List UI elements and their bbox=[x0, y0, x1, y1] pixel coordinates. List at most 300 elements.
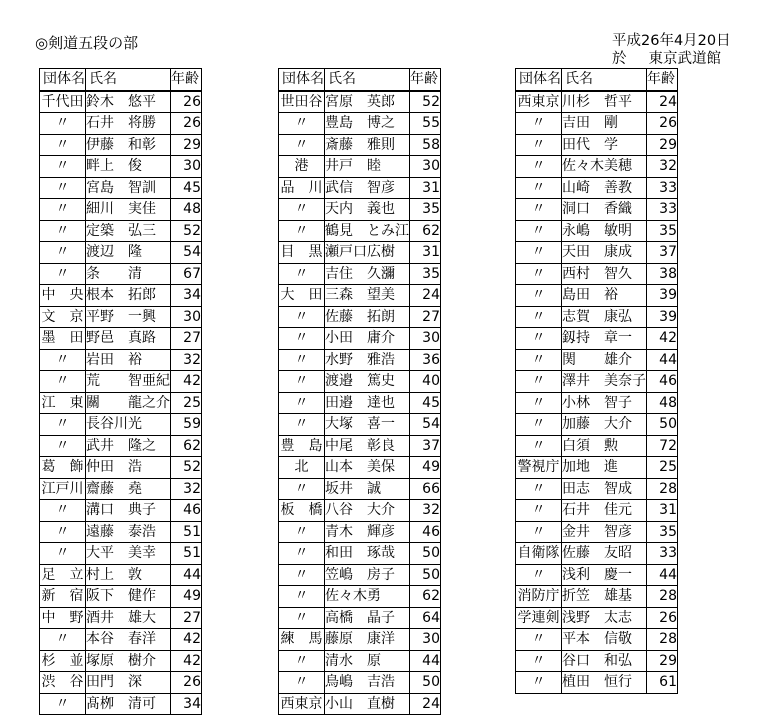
header-name: 氏名 bbox=[325, 69, 410, 91]
cell-given: 堯 bbox=[128, 478, 171, 500]
cell-age: 62 bbox=[410, 220, 441, 242]
cell-age: 26 bbox=[171, 672, 202, 694]
table-row bbox=[516, 242, 678, 264]
table-row bbox=[516, 91, 678, 113]
cell-age: 35 bbox=[410, 199, 441, 221]
cell-org: 杉 並 bbox=[40, 650, 86, 672]
table-row bbox=[516, 500, 678, 522]
cell-age: 44 bbox=[647, 564, 678, 586]
cell-given: 輝彦 bbox=[367, 521, 410, 543]
cell-age: 32 bbox=[410, 500, 441, 522]
cell-given: 智彦 bbox=[604, 521, 647, 543]
cell-org: 〃 bbox=[516, 500, 562, 522]
cell-age: 44 bbox=[171, 564, 202, 586]
cell-family: 田代 bbox=[562, 134, 605, 156]
cell-given: 義也 bbox=[367, 199, 410, 221]
cell-given: 慶一 bbox=[604, 564, 647, 586]
cell-org: 〃 bbox=[279, 672, 325, 694]
table-row bbox=[40, 693, 202, 715]
cell-age: 30 bbox=[410, 156, 441, 178]
cell-org: 足 立 bbox=[40, 564, 86, 586]
cell-given: 和弘 bbox=[604, 650, 647, 672]
table-row bbox=[279, 414, 441, 436]
cell-family: 仲田 bbox=[86, 457, 129, 479]
cell-age: 46 bbox=[410, 521, 441, 543]
cell-family: 石井 bbox=[86, 113, 129, 135]
cell-given: 善教 bbox=[604, 177, 647, 199]
cell-given: 浩 bbox=[128, 457, 171, 479]
cell-family: 三森 bbox=[325, 285, 368, 307]
header-name: 氏名 bbox=[86, 69, 171, 91]
cell-age: 31 bbox=[410, 242, 441, 264]
cell-org: 〃 bbox=[516, 521, 562, 543]
cell-org: 〃 bbox=[516, 242, 562, 264]
table-row bbox=[279, 564, 441, 586]
cell-family: 加地 bbox=[562, 457, 605, 479]
cell-given bbox=[604, 693, 647, 714]
cell-family: 關 bbox=[86, 392, 129, 414]
cell-age: 62 bbox=[410, 586, 441, 608]
table-row bbox=[40, 328, 202, 350]
cell-given: 直樹 bbox=[367, 693, 410, 715]
table-row bbox=[40, 607, 202, 629]
cell-org: 〃 bbox=[516, 478, 562, 500]
table-row bbox=[40, 220, 202, 242]
cell-family: 井戸 bbox=[325, 156, 368, 178]
cell-org: 〃 bbox=[40, 414, 86, 436]
cell-org: 〃 bbox=[279, 306, 325, 328]
cell-family: 佐々木 bbox=[325, 586, 368, 608]
cell-org: 〃 bbox=[516, 285, 562, 307]
header-age: 年齢 bbox=[410, 69, 441, 91]
cell-age: 52 bbox=[171, 457, 202, 479]
cell-family: 本谷 bbox=[86, 629, 129, 651]
cell-org: 警視庁 bbox=[516, 457, 562, 479]
table-row bbox=[516, 672, 678, 694]
table-row bbox=[279, 328, 441, 350]
cell-family: 佐藤 bbox=[325, 306, 368, 328]
table-row bbox=[279, 457, 441, 479]
table-row bbox=[40, 414, 202, 436]
cell-age: 31 bbox=[647, 500, 678, 522]
table-row bbox=[516, 285, 678, 307]
cell-age: 33 bbox=[647, 543, 678, 565]
cell-org: 〃 bbox=[279, 134, 325, 156]
cell-family: 佐々木 bbox=[562, 156, 605, 178]
cell-age: 27 bbox=[410, 306, 441, 328]
cell-family: 白須 bbox=[562, 435, 605, 457]
cell-age: 62 bbox=[171, 435, 202, 457]
cell-org: 〃 bbox=[40, 693, 86, 715]
cell-org: 〃 bbox=[516, 263, 562, 285]
cell-age: 44 bbox=[647, 349, 678, 371]
cell-age: 67 bbox=[171, 263, 202, 285]
cell-age: 24 bbox=[410, 285, 441, 307]
cell-org: 〃 bbox=[279, 478, 325, 500]
cell-age: 52 bbox=[410, 91, 441, 113]
cell-age: 26 bbox=[647, 113, 678, 135]
table-row bbox=[40, 500, 202, 522]
cell-family: 小林 bbox=[562, 392, 605, 414]
cell-age: 55 bbox=[410, 113, 441, 135]
table-row bbox=[40, 672, 202, 694]
cell-age: 50 bbox=[647, 414, 678, 436]
cell-family: 金井 bbox=[562, 521, 605, 543]
cell-family: 山本 bbox=[325, 457, 368, 479]
cell-given: 彰良 bbox=[367, 435, 410, 457]
cell-org: 〃 bbox=[516, 306, 562, 328]
cell-given: 誠 bbox=[367, 478, 410, 500]
cell-age: 59 bbox=[171, 414, 202, 436]
cell-given: 光 bbox=[128, 414, 171, 436]
cell-org: 〃 bbox=[40, 543, 86, 565]
cell-given: 康弘 bbox=[604, 306, 647, 328]
header-org: 団体名 bbox=[516, 69, 562, 91]
cell-family: 条 bbox=[86, 263, 129, 285]
table-row bbox=[516, 693, 678, 714]
cell-family: 渡邉 bbox=[325, 371, 368, 393]
cell-given: 友昭 bbox=[604, 543, 647, 565]
cell-org: 〃 bbox=[516, 414, 562, 436]
cell-org: 〃 bbox=[516, 177, 562, 199]
table-row bbox=[516, 414, 678, 436]
cell-org: 〃 bbox=[279, 371, 325, 393]
cell-given: 敏明 bbox=[604, 220, 647, 242]
cell-age: 26 bbox=[171, 91, 202, 113]
cell-age: 24 bbox=[647, 91, 678, 113]
table-row bbox=[516, 199, 678, 221]
cell-family: 鈴木 bbox=[86, 91, 129, 113]
cell-age: 54 bbox=[410, 414, 441, 436]
cell-given: 智子 bbox=[604, 392, 647, 414]
cell-age: 50 bbox=[410, 543, 441, 565]
cell-family: 八谷 bbox=[325, 500, 368, 522]
cell-family: 水野 bbox=[325, 349, 368, 371]
table-row bbox=[516, 521, 678, 543]
table-row bbox=[516, 306, 678, 328]
cell-age: 44 bbox=[410, 650, 441, 672]
cell-given: 琢哉 bbox=[367, 543, 410, 565]
venue-prefix: 於 bbox=[612, 51, 627, 67]
cell-family: 田志 bbox=[562, 478, 605, 500]
cell-org: 〃 bbox=[40, 134, 86, 156]
cell-family: 佐藤 bbox=[562, 543, 605, 565]
table-row bbox=[279, 392, 441, 414]
cell-age: 45 bbox=[410, 392, 441, 414]
cell-org: 〃 bbox=[279, 349, 325, 371]
cell-org: 墨 田 bbox=[40, 328, 86, 350]
cell-org: 江戸川 bbox=[40, 478, 86, 500]
cell-given: 太志 bbox=[604, 607, 647, 629]
cell-org: 〃 bbox=[279, 521, 325, 543]
cell-age: 37 bbox=[647, 242, 678, 264]
cell-org: 〃 bbox=[279, 199, 325, 221]
header-name: 氏名 bbox=[562, 69, 647, 91]
cell-org: 西東京 bbox=[516, 91, 562, 113]
table-row bbox=[279, 177, 441, 199]
cell-family: 伊藤 bbox=[86, 134, 129, 156]
event-date: 平成26年4月20日 bbox=[612, 33, 731, 49]
header-row bbox=[279, 69, 441, 91]
table-row bbox=[279, 607, 441, 629]
cell-family: 島田 bbox=[562, 285, 605, 307]
cell-given: 庸介 bbox=[367, 328, 410, 350]
cell-age: 29 bbox=[171, 134, 202, 156]
cell-age: 49 bbox=[410, 457, 441, 479]
cell-given: 章一 bbox=[604, 328, 647, 350]
cell-org: 〃 bbox=[40, 113, 86, 135]
table-row bbox=[40, 242, 202, 264]
cell-org: 中 央 bbox=[40, 285, 86, 307]
table-row bbox=[279, 263, 441, 285]
cell-given: 美幸 bbox=[128, 543, 171, 565]
cell-org: 〃 bbox=[40, 199, 86, 221]
table-row bbox=[279, 156, 441, 178]
cell-age: 58 bbox=[410, 134, 441, 156]
cell-org: 〃 bbox=[516, 650, 562, 672]
cell-age: 36 bbox=[410, 349, 441, 371]
cell-family: 吉住 bbox=[325, 263, 368, 285]
table-row bbox=[279, 371, 441, 393]
cell-org: 港 bbox=[279, 156, 325, 178]
table-row bbox=[516, 177, 678, 199]
header-org: 団体名 bbox=[279, 69, 325, 91]
table-row bbox=[516, 629, 678, 651]
cell-age: 34 bbox=[171, 285, 202, 307]
cell-age: 46 bbox=[171, 500, 202, 522]
cell-org: 〃 bbox=[516, 113, 562, 135]
table-row bbox=[279, 500, 441, 522]
cell-given: 恒行 bbox=[604, 672, 647, 694]
table-row bbox=[279, 220, 441, 242]
cell-family: 田邉 bbox=[325, 392, 368, 414]
cell-org: 学連剣 bbox=[516, 607, 562, 629]
cell-org: 〃 bbox=[40, 629, 86, 651]
table-row bbox=[516, 113, 678, 135]
cell-org: 〃 bbox=[516, 156, 562, 178]
cell-org: 〃 bbox=[279, 564, 325, 586]
cell-org: 〃 bbox=[279, 414, 325, 436]
cell-family: 齋藤 bbox=[86, 478, 129, 500]
cell-age: 28 bbox=[647, 478, 678, 500]
cell-age: 33 bbox=[647, 177, 678, 199]
cell-family: 植田 bbox=[562, 672, 605, 694]
cell-org: 〃 bbox=[40, 435, 86, 457]
cell-age: 30 bbox=[171, 306, 202, 328]
cell-given: 哲平 bbox=[604, 91, 647, 113]
cell-org: 文 京 bbox=[40, 306, 86, 328]
cell-given: 睦 bbox=[367, 156, 410, 178]
cell-given: 悠平 bbox=[128, 91, 171, 113]
cell-given: 智亜紀 bbox=[128, 371, 171, 393]
header-row bbox=[516, 69, 678, 91]
cell-family: 天田 bbox=[562, 242, 605, 264]
table-row bbox=[279, 349, 441, 371]
table-row bbox=[279, 242, 441, 264]
cell-given: 隆 bbox=[128, 242, 171, 264]
table-row bbox=[40, 371, 202, 393]
cell-org: 〃 bbox=[40, 263, 86, 285]
cell-given: 泰浩 bbox=[128, 521, 171, 543]
cell-age: 42 bbox=[171, 371, 202, 393]
header-row bbox=[40, 69, 202, 91]
cell-given: 智成 bbox=[604, 478, 647, 500]
table-row bbox=[40, 478, 202, 500]
cell-family: 定築 bbox=[86, 220, 129, 242]
cell-age: 35 bbox=[647, 521, 678, 543]
table-row bbox=[516, 543, 678, 565]
cell-age: 24 bbox=[410, 693, 441, 715]
cell-age: 42 bbox=[647, 328, 678, 350]
table-row bbox=[516, 607, 678, 629]
cell-given: 清 bbox=[128, 263, 171, 285]
cell-age: 25 bbox=[171, 392, 202, 414]
table-row bbox=[40, 349, 202, 371]
cell-org: 大 田 bbox=[279, 285, 325, 307]
cell-age: 72 bbox=[647, 435, 678, 457]
table-row bbox=[279, 91, 441, 113]
cell-org: 〃 bbox=[279, 220, 325, 242]
table-row bbox=[279, 543, 441, 565]
cell-family: 宮島 bbox=[86, 177, 129, 199]
cell-family: 中尾 bbox=[325, 435, 368, 457]
cell-org: 自衛隊 bbox=[516, 543, 562, 565]
cell-family: 阪下 bbox=[86, 586, 129, 608]
cell-org: 消防庁 bbox=[516, 586, 562, 608]
table-row bbox=[40, 435, 202, 457]
roster-table-2 bbox=[278, 68, 441, 715]
table-row bbox=[516, 392, 678, 414]
cell-family: 平本 bbox=[562, 629, 605, 651]
cell-age: 46 bbox=[647, 371, 678, 393]
cell-org: 〃 bbox=[40, 500, 86, 522]
cell-age: 27 bbox=[171, 607, 202, 629]
cell-age: 30 bbox=[171, 156, 202, 178]
cell-given: 久瀰 bbox=[367, 263, 410, 285]
table-row bbox=[40, 134, 202, 156]
cell-given: 雅則 bbox=[367, 134, 410, 156]
cell-family: 関 bbox=[562, 349, 605, 371]
cell-age: 48 bbox=[647, 392, 678, 414]
cell-family: 酒井 bbox=[86, 607, 129, 629]
cell-age: 45 bbox=[171, 177, 202, 199]
cell-given: 進 bbox=[604, 457, 647, 479]
header-age: 年齢 bbox=[171, 69, 202, 91]
cell-age: 50 bbox=[410, 564, 441, 586]
cell-given: 智彦 bbox=[367, 177, 410, 199]
cell-family: 高橋 bbox=[325, 607, 368, 629]
cell-family: 坂井 bbox=[325, 478, 368, 500]
cell-org: 品 川 bbox=[279, 177, 325, 199]
cell-org: 江 東 bbox=[40, 392, 86, 414]
table-row bbox=[279, 134, 441, 156]
cell-family: 浅利 bbox=[562, 564, 605, 586]
table-row bbox=[516, 263, 678, 285]
table-row bbox=[40, 306, 202, 328]
cell-given: とみ江 bbox=[367, 220, 410, 242]
cell-given: 裕 bbox=[604, 285, 647, 307]
table-row bbox=[516, 478, 678, 500]
cell-given: 実佳 bbox=[128, 199, 171, 221]
cell-family: 青木 bbox=[325, 521, 368, 543]
cell-org: 〃 bbox=[516, 199, 562, 221]
cell-age: 37 bbox=[410, 435, 441, 457]
cell-given: 俊 bbox=[128, 156, 171, 178]
header-org: 団体名 bbox=[40, 69, 86, 91]
table-row bbox=[279, 306, 441, 328]
cell-age: 28 bbox=[647, 586, 678, 608]
table-row bbox=[40, 392, 202, 414]
cell-given: 勲 bbox=[604, 435, 647, 457]
cell-given: 美奈子 bbox=[604, 371, 647, 393]
cell-family: 釼持 bbox=[562, 328, 605, 350]
table-row bbox=[40, 285, 202, 307]
cell-family: 溝口 bbox=[86, 500, 129, 522]
cell-age: 50 bbox=[410, 672, 441, 694]
cell-org: 〃 bbox=[279, 113, 325, 135]
cell-given: 真路 bbox=[128, 328, 171, 350]
cell-age: 28 bbox=[647, 629, 678, 651]
cell-org: 〃 bbox=[40, 349, 86, 371]
table-row bbox=[40, 91, 202, 113]
cell-age: 35 bbox=[410, 263, 441, 285]
cell-family: 根本 bbox=[86, 285, 129, 307]
cell-org: 板 橋 bbox=[279, 500, 325, 522]
cell-given: 達也 bbox=[367, 392, 410, 414]
cell-given: 一興 bbox=[128, 306, 171, 328]
cell-family: 吉田 bbox=[562, 113, 605, 135]
cell-family: 平野 bbox=[86, 306, 129, 328]
cell-org: 〃 bbox=[279, 543, 325, 565]
roster-table-3 bbox=[515, 68, 678, 714]
cell-given: 大介 bbox=[367, 500, 410, 522]
cell-family: 野邑 bbox=[86, 328, 129, 350]
cell-age: 49 bbox=[171, 586, 202, 608]
table-row bbox=[40, 650, 202, 672]
cell-age: 25 bbox=[647, 457, 678, 479]
cell-given: 智訓 bbox=[128, 177, 171, 199]
cell-family: 天内 bbox=[325, 199, 368, 221]
cell-given: 健作 bbox=[128, 586, 171, 608]
cell-age: 32 bbox=[647, 156, 678, 178]
cell-org: 〃 bbox=[279, 650, 325, 672]
table-row bbox=[279, 478, 441, 500]
cell-age: 39 bbox=[647, 285, 678, 307]
cell-given: 香織 bbox=[604, 199, 647, 221]
cell-family: 小山 bbox=[325, 693, 368, 715]
cell-given: 弘三 bbox=[128, 220, 171, 242]
cell-given: 篤史 bbox=[367, 371, 410, 393]
cell-org bbox=[516, 693, 562, 714]
cell-family: 遠藤 bbox=[86, 521, 129, 543]
cell-family: 髙栁 bbox=[86, 693, 129, 715]
header-age: 年齢 bbox=[647, 69, 678, 91]
cell-family: 永嶋 bbox=[562, 220, 605, 242]
cell-given: 剛 bbox=[604, 113, 647, 135]
roster-table-1 bbox=[39, 68, 202, 715]
table-row bbox=[40, 199, 202, 221]
cell-family: 藤原 bbox=[325, 629, 368, 651]
cell-given: 吉浩 bbox=[367, 672, 410, 694]
cell-family: 瀬戸口 bbox=[325, 242, 368, 264]
cell-family: 浅野 bbox=[562, 607, 605, 629]
cell-given: 典子 bbox=[128, 500, 171, 522]
cell-age: 39 bbox=[647, 306, 678, 328]
cell-age: 54 bbox=[171, 242, 202, 264]
cell-org: 〃 bbox=[279, 392, 325, 414]
cell-family: 和田 bbox=[325, 543, 368, 565]
table-row bbox=[516, 457, 678, 479]
